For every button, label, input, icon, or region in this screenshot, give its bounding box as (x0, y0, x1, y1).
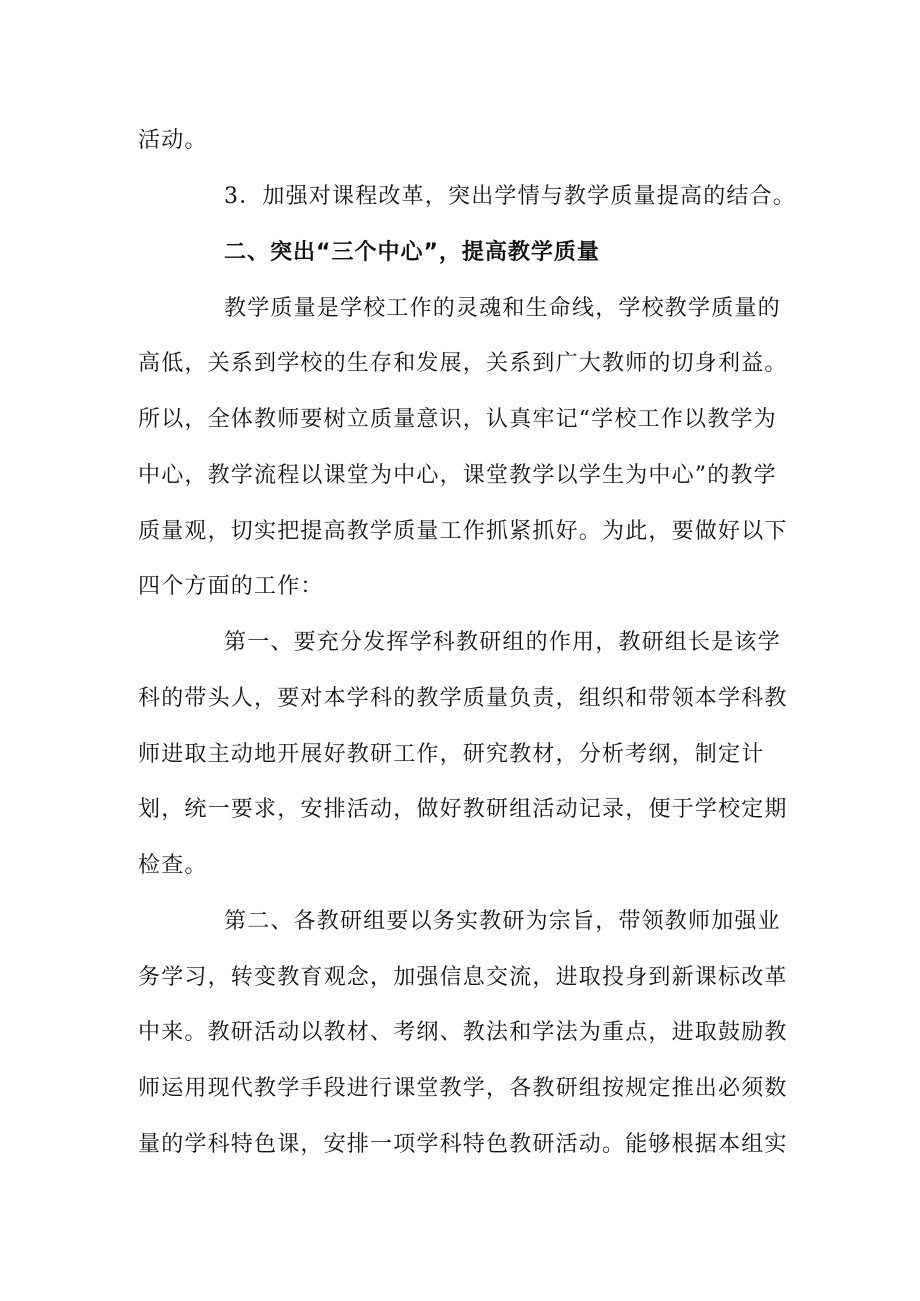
text-line: 科的带头人，要对本学科的教学质量负责，组织和带领本学科教 (138, 686, 788, 711)
text-line: 教学质量是学校工作的灵魂和生命线，学校教学质量的 (224, 296, 781, 321)
text-line: 第二、各教研组要以务实教研为宗旨，带领教师加强业 (224, 909, 781, 934)
text-line: 3．加强对课程改革，突出学情与教学质量提高的结合。 (224, 184, 796, 209)
text-line: 中来。教研活动以教材、考纲、教法和学法为重点，进取鼓励教 (138, 1020, 788, 1045)
text-line: 划，统一要求，安排活动，做好教研组活动记录，便于学校定期 (138, 797, 788, 822)
text-line: 量的学科特色课，安排一项学科特色教研活动。能够根据本组实 (138, 1132, 788, 1157)
text-line: 所以，全体教师要树立质量意识，认真牢记“学校工作以教学为 (138, 407, 777, 432)
text-line: 检查。 (138, 853, 208, 878)
text-line: 第一、要充分发挥学科教研组的作用，教研组长是该学 (224, 630, 781, 655)
section-heading: 二、突出“三个中心”，提高教学质量 (224, 240, 600, 265)
text-line: 高低，关系到学校的生存和发展，关系到广大教师的切身利益。 (138, 351, 788, 376)
text-line: 活动。 (138, 128, 208, 153)
text-line: 中心，教学流程以课堂为中心，课堂教学以学生为中心”的教学 (138, 463, 777, 488)
text-line: 师运用现代教学手段进行课堂教学，各教研组按规定推出必须数 (138, 1076, 788, 1101)
text-line: 务学习，转变教育观念，加强信息交流，进取投身到新课标改革 (138, 965, 788, 990)
text-line: 师进取主动地开展好教研工作，研究教材，分析考纲，制定计 (138, 742, 765, 767)
text-line: 四个方面的工作： (138, 574, 324, 599)
text-line: 质量观，切实把提高教学质量工作抓紧抓好。为此，要做好以下 (138, 519, 788, 544)
